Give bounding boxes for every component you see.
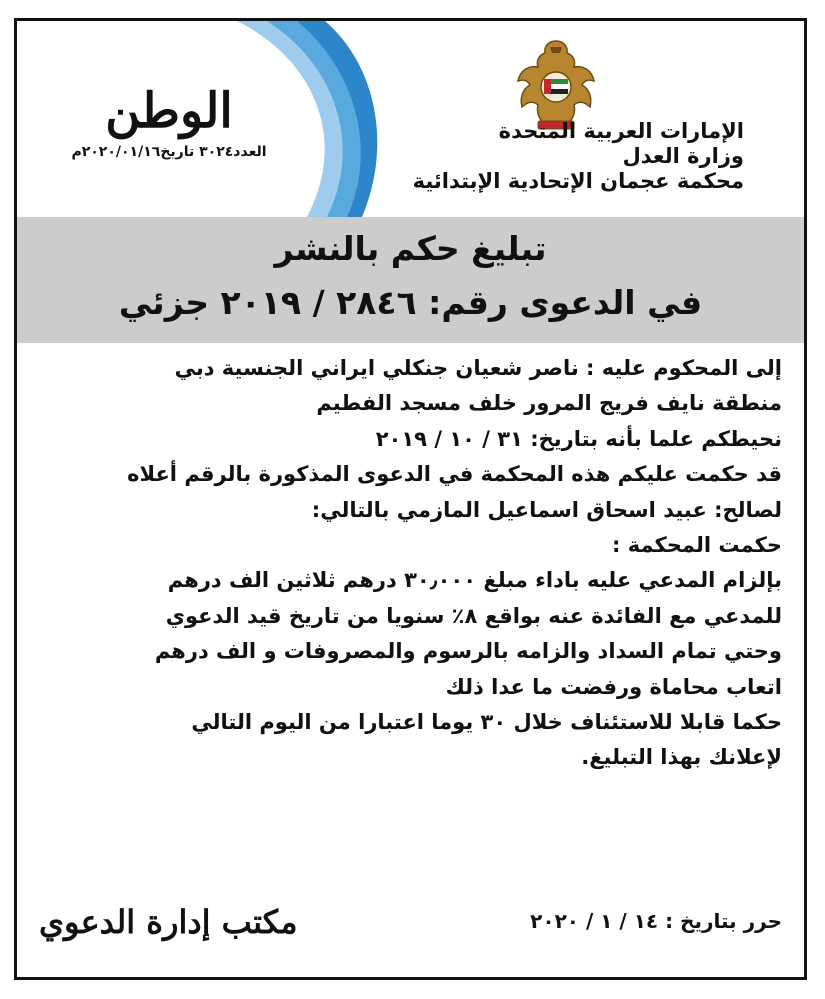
newspaper-name: الوطن: [105, 83, 233, 139]
body-line: حكمت المحكمة :: [612, 532, 782, 557]
body-line: قد حكمت عليكم هذه المحكمة في الدعوى المذكورة بالرقم أعلاه: [127, 462, 782, 487]
body-line: لإعلانك بهذا التبليغ.: [581, 745, 782, 770]
body-line: اتعاب محاماة ورفضت ما عدا ذلك: [445, 674, 782, 699]
authority-ministry: وزارة العدل: [622, 144, 744, 168]
body-line: وحتي تمام السداد والزامه بالرسوم والمصروفات و الف درهم: [154, 639, 782, 664]
notice-footer: [39, 899, 782, 949]
issuing-authority: [413, 119, 744, 194]
body-line: بإلزام المدعي عليه باداء مبلغ ٣٠٫٠٠٠ درهم ثلاثين الف درهم: [167, 568, 782, 593]
case-number-line: في الدعوى رقم: ٢٨٤٦ / ٢٠١٩ جزئي: [118, 283, 703, 322]
newspaper-block: [69, 83, 269, 161]
body-line: نحيطكم علما بأنه بتاريخ: ٣١ / ١٠ / ٢٠١٩: [375, 426, 782, 451]
body-line: حكما قابلا للاستئناف خلال ٣٠ يوما اعتبارا من اليوم التالي: [191, 709, 782, 734]
body-line: لصالح: عبيد اسحاق اسماعيل المازمي بالتالي:: [311, 497, 782, 522]
body-line: إلى المحكوم عليه : ناصر شعيان جنكلي ايراني الجنسية دبي: [174, 356, 782, 380]
notice-body: [39, 351, 782, 776]
issue-info: العدد٣٠٢٤ تاريخ٢٠٢٠/٠١/١٦م: [71, 144, 267, 160]
authority-court: محكمة عجمان الإتحادية الإبتدائية: [412, 169, 744, 193]
notice-frame: [14, 18, 807, 980]
issued-date: حرر بتاريخ : ١٤ / ١ / ٢٠٢٠: [530, 909, 782, 933]
authority-country: الإمارات العربية المتحدة: [498, 119, 744, 143]
notice-title: تبليغ حكم بالنشر: [274, 229, 547, 268]
body-line: للمدعي مع الفائدة عنه بواقع ٨٪ سنويا من تاريخ قيد الدعوي: [165, 603, 782, 628]
issuing-office: مكتب إدارة الدعوي: [39, 903, 298, 941]
body-line: منطقة نايف فريج المرور خلف مسجد الفطيم: [316, 391, 782, 416]
notice-header: [17, 21, 804, 217]
notice-title-banner: [17, 217, 804, 343]
